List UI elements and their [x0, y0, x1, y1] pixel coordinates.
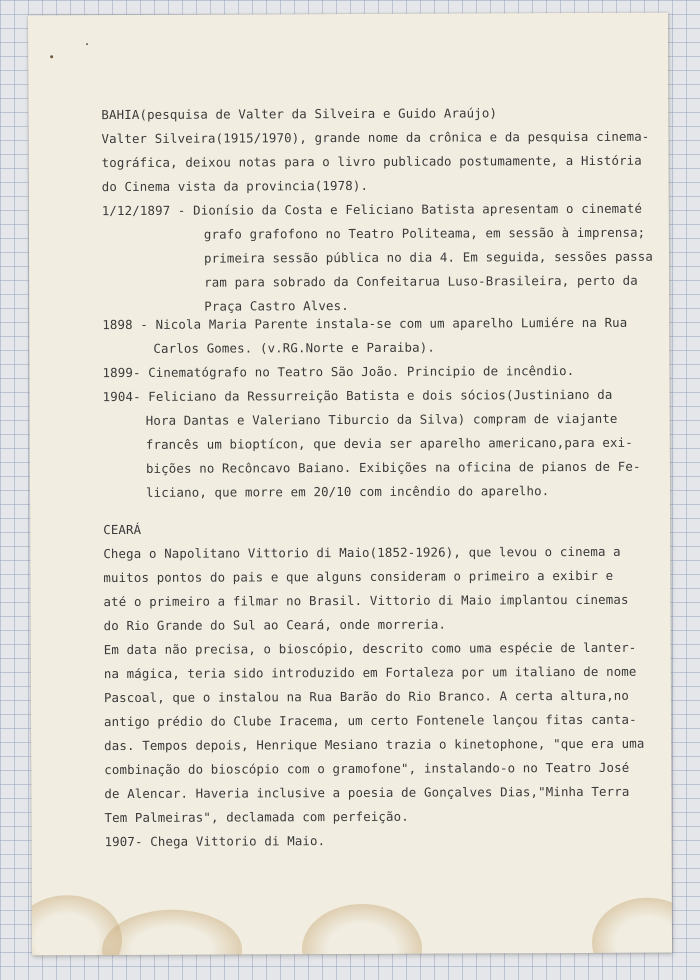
paragraph-line: do Rio Grande do Sul ao Ceará, onde morreria.	[103, 616, 447, 634]
paragraph-line: combinação do bioscópio com o gramofone", instalando-o no Teatro José	[104, 759, 630, 778]
entry-line: Praça Castro Alves.	[204, 298, 349, 314]
entry-line: primeira sessão pública no dia 4. Em seguida, sessões passa	[203, 248, 654, 266]
paragraph-line: Chega o Napolitano Vittorio di Maio(1852-1926), que levou o cinema a	[103, 543, 621, 562]
water-stain	[302, 904, 422, 956]
entry-line: 1/12/1897 - Dionísio da Costa e Feliciano Batista apresentam o cinematé	[101, 200, 643, 219]
intro-line: do Cinema vista da provincia(1978).	[101, 177, 369, 195]
section-heading-ceara: CEARÁ	[103, 521, 142, 538]
document-body	[28, 13, 668, 850]
paragraph-line: Em data não precisa, o bioscópio, descrito como uma espécie de lanter-	[103, 639, 637, 658]
entry-line: ram para sobrado da Confeitarua Luso-Brasileira, perto da	[204, 272, 638, 290]
intro-line: tográfica, deixou notas para o livro publicado postumamente, a História	[101, 152, 642, 171]
entry-line: 1904- Feliciano da Ressurreição Batista e dois sócios(Justiniano da	[102, 386, 613, 405]
paper-mark	[86, 43, 88, 45]
entry-line: Hora Dantas e Valeriano Tiburcio da Silva) compram de viajante	[145, 410, 618, 428]
entry-line: bições no Recôncavo Baiano. Exibições na oficina de pianos de Fe-	[145, 458, 641, 476]
water-stain	[592, 897, 672, 955]
paragraph-line: das. Tempos depois, Henrique Mesiano trazia o kinetophone, "que era uma	[104, 735, 645, 754]
section-heading-bahia: BAHIA(pesquisa de Valter da Silveira e Guido Araújo)	[101, 105, 498, 123]
typewritten-page	[28, 13, 672, 956]
water-stain	[102, 909, 242, 955]
paragraph-line: muitos pontos do pais e que alguns consideram o primeiro a exibir e	[103, 567, 614, 586]
paragraph-line: de Alencar. Haveria inclusive a poesia de Gonçalves Dias,"Minha Terra	[104, 783, 630, 802]
entry-line: francês um bioptícon, que devia ser aparelho americano,para exi-	[145, 434, 633, 452]
paragraph-line: até o primeiro a filmar no Brasil. Vittorio di Maio implantou cinemas	[103, 591, 629, 610]
entry-line: 1898 - Nicola Maria Parente instala-se com um aparelho Lumiére na Rua	[102, 314, 628, 333]
entry-line: liciano, que morre em 20/10 com incêndio do aparelho.	[146, 483, 550, 500]
entry-line: 1899- Cinematógrafo no Teatro São João. Principio de incêndio.	[102, 363, 575, 381]
paragraph-line: Pascoal, que o instalou na Rua Barão do Rio Branco. A certa altura,no	[103, 687, 630, 706]
paragraph-line: Tem Palmeiras", declamada com perfeição.	[104, 808, 409, 826]
paper-mark	[50, 55, 53, 58]
paragraph-line: antigo prédio do Clube Iracema, um certo Fontenele lançou fitas canta-	[104, 711, 637, 730]
closing-line: 1907- Chega Vittorio di Maio.	[104, 833, 326, 850]
entry-line: Carlos Gomes. (v.RG.Norte e Paraiba).	[153, 339, 435, 356]
paragraph-line: na mágica, teria sido introduzido em Fortaleza por um italiano de nome	[103, 663, 637, 682]
intro-line: Valter Silveira(1915/1970), grande nome da crônica e da pesquisa cinema-	[101, 128, 650, 147]
entry-line: grafo grafofono no Teatro Politeama, em sessão à imprensa;	[203, 224, 646, 242]
